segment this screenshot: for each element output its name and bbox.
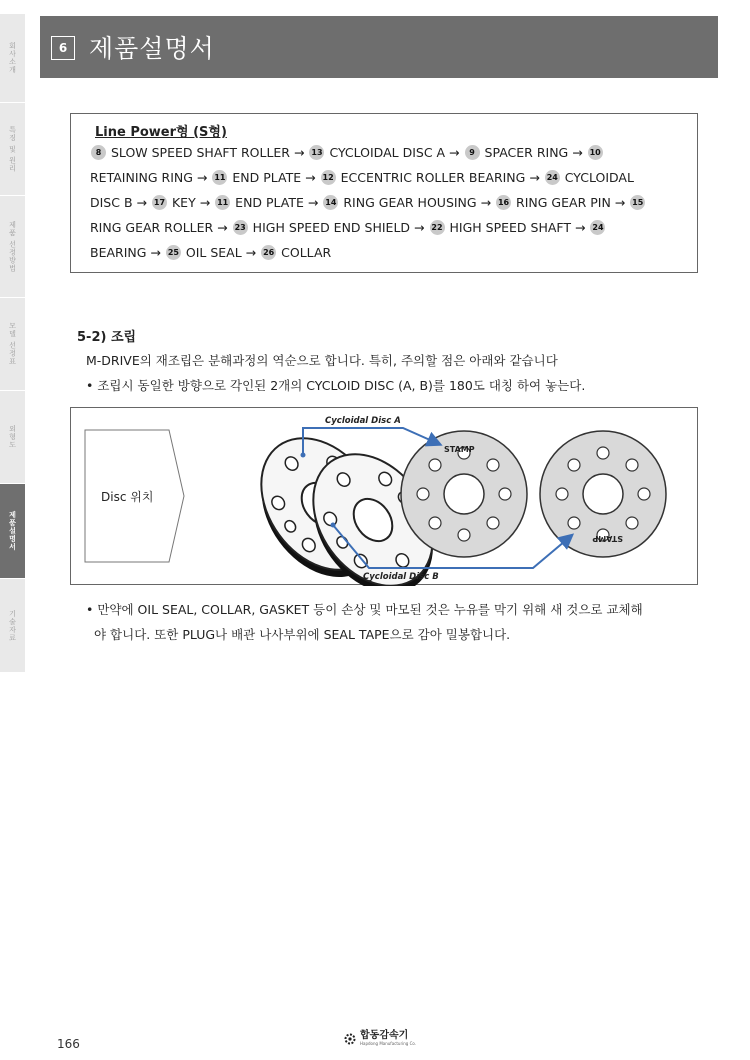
part-number-badge: 8 [91,145,106,160]
part-name: SPACER RING → [484,145,583,160]
part-number-badge: 23 [233,220,248,235]
side-tab-selection[interactable]: 제품 선정방법 [0,196,25,298]
part-name: CYCLOIDAL DISC A → [329,145,460,160]
part-name: ECCENTRIC ROLLER BEARING → [340,170,540,185]
page-number: 166 [57,1037,80,1051]
flat-disc-a [401,431,527,557]
part-number-badge: 9 [465,145,480,160]
parts-line [88,195,648,210]
part-name: CYCLOIDAL [564,170,634,185]
side-tab-model-table[interactable]: 모델 선정표 [0,298,25,391]
part-name: KEY → [171,195,211,210]
logo-text: 합동감속기 [360,1030,409,1041]
parts-box-title: Line Power형 (S형) [95,125,227,140]
section-title: 5-2) 조립 [77,330,137,345]
part-name: DISC B → [90,195,147,210]
side-tab-company[interactable]: 회사소개 [0,14,25,103]
disc-diagram [70,407,698,585]
logo-subtext: Hapdong Manufacturing Co. [360,1041,417,1046]
side-tab-manual[interactable]: 제품설명서 [0,484,25,579]
disc-position-label: Disc 위치 [101,490,154,504]
gear-icon [344,1033,356,1045]
stamp-label-b: STAMP [592,534,623,543]
part-number-badge: 25 [166,245,181,260]
part-name: RING GEAR HOUSING → [343,195,492,210]
part-name: BEARING → [90,245,161,260]
part-number-badge: 22 [430,220,445,235]
part-name: END PLATE → [235,195,319,210]
part-name: RING GEAR ROLLER → [90,220,228,235]
part-number-badge: 24 [590,220,605,235]
company-logo [344,1031,416,1046]
part-name: SLOW SPEED SHAFT ROLLER → [111,145,305,160]
part-number-badge: 14 [323,195,338,210]
label-disc-b: Cycloidal Disc B [363,572,439,582]
parts-line [88,220,608,235]
part-name: COLLAR [281,245,332,260]
part-number-badge: 12 [321,170,336,185]
side-tab-tech-data[interactable]: 기술자료 [0,579,25,673]
stamp-label-a: STAMP [444,445,475,454]
part-name: HIGH SPEED END SHIELD → [252,220,425,235]
bullet-replace-line2: 야 합니다. 또한 PLUG나 배관 나사부위에 SEAL TAPE으로 감아 밀봉합니다. [94,627,511,642]
part-number-badge: 11 [215,195,230,210]
part-name: RETAINING RING → [90,170,208,185]
part-number-badge: 26 [261,245,276,260]
part-number-badge: 17 [152,195,167,210]
parts-line [88,245,333,260]
part-number-badge: 15 [630,195,645,210]
label-disc-a: Cycloidal Disc A [325,416,401,426]
part-name: HIGH SPEED SHAFT → [449,220,586,235]
part-number-badge: 16 [496,195,511,210]
chapter-header [40,16,718,78]
part-name: RING GEAR PIN → [516,195,626,210]
intro-text: M-DRIVE의 재조립은 분해과정의 역순으로 합니다. 특히, 주의할 점은 아래와 같습니다 [86,353,558,368]
chapter-title: 제품설명서 [89,34,215,63]
part-name: OIL SEAL → [185,245,257,260]
part-name: END PLATE → [232,170,316,185]
side-tab-features[interactable]: 특징 및 원리 [0,103,25,196]
bullet-assembly: • 조립시 동일한 방향으로 각인된 2개의 CYCLOID DISC (A, B)를 180도 대칭 하여 놓는다. [86,378,586,393]
parts-line [88,170,636,185]
part-number-badge: 10 [588,145,603,160]
part-number-badge: 13 [309,145,324,160]
chapter-number: 6 [51,36,75,60]
parts-sequence-box [70,113,698,273]
bullet-replace-line1: • 만약에 OIL SEAL, COLLAR, GASKET 등이 손상 및 마모된 것은 누유를 막기 위해 새 것으로 교체해 [86,602,643,617]
part-number-badge: 24 [545,170,560,185]
side-tab-dimensions[interactable]: 외형도 [0,391,25,484]
flat-disc-b [540,431,666,557]
part-number-badge: 11 [212,170,227,185]
parts-line [88,145,606,160]
